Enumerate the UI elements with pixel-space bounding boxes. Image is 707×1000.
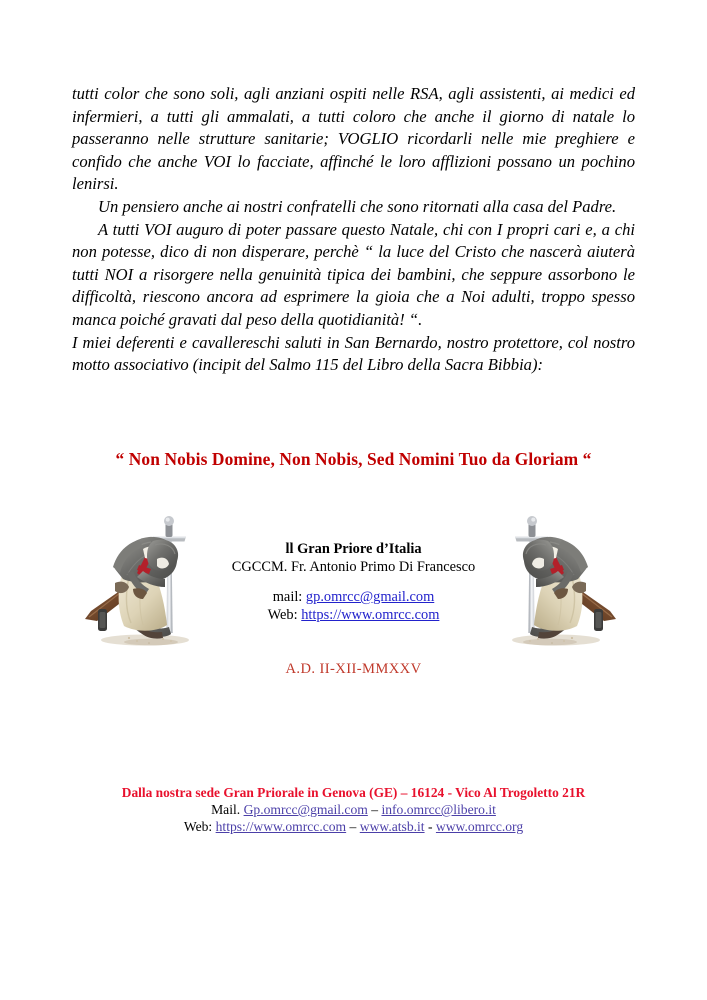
- signature-spacer: [0, 576, 707, 589]
- document-body: [72, 83, 635, 377]
- email-link[interactable]: gp.omrcc@gmail.com: [305, 589, 435, 605]
- footer-mail-separator: –: [371, 802, 379, 817]
- paragraph-1: tutti color che sono soli, agli anziani ospiti nelle RSA, agli assistenti, ai medici ed infermieri, a tutti gli ammalati, a tutti coloro che anche il giorno di natale lo passeranno nelle strutture sanitarie; VOGLIO ricordarli nelle mie preghiere e confido che anche VOI lo facciate, affinché le loro afflizioni possano un pochino lenirsi.: [72, 84, 635, 194]
- paragraph-3: A tutti VOI auguro di poter passare questo Natale, chi con I propri cari e, a chi non potesse, dico di non disperare, perchè “ la luce del Cristo che nascerà aiuterà tutti NOI a risorgere nella genuinità tipica dei bambini, che seppure assorbono le difficoltà, riescono ancora ad esprimere la gioia che a Noi adulti, troppo spesso manca poiché gravati dal peso della quotidianità! “.: [72, 219, 635, 329]
- footer-web-separator-2: -: [427, 819, 433, 834]
- date-line: A.D. II-XII-MMXXV: [285, 661, 422, 677]
- paragraph-4: I miei deferenti e cavallereschi saluti in San Bernardo, nostro protettore, col nostro motto associativo (incipit del Salmo 115 del Libro della Sacra Bibbia):: [72, 332, 635, 375]
- signature-block: [0, 541, 707, 624]
- footer-email-secondary-link[interactable]: info.omrcc@libero.it: [381, 802, 496, 817]
- web-label: Web:: [267, 606, 298, 623]
- signature-title: ll Gran Priore d’Italia: [285, 541, 422, 557]
- page-footer: [0, 784, 707, 835]
- footer-email-primary-link[interactable]: Gp.omrcc@gmail.com: [243, 802, 368, 817]
- footer-web-label: Web:: [183, 819, 213, 834]
- signature-name: CGCCM. Fr. Antonio Primo Di Francesco: [231, 558, 476, 575]
- signature-mail-line: [0, 589, 707, 607]
- footer-mail-line: [0, 801, 707, 818]
- footer-web-primary-link[interactable]: https://www.omrcc.com: [215, 819, 347, 834]
- mail-label: mail:: [272, 589, 303, 605]
- footer-web-separator-1: –: [349, 819, 357, 834]
- paragraph-2: Un pensiero anche ai nostri confratelli che sono ritornati alla casa del Padre.: [98, 196, 617, 216]
- footer-address: Dalla nostra sede Gran Priorale in Genova (GE) – 16124 - Vico Al Trogoletto 21R: [121, 785, 586, 800]
- signature-web-line: [0, 607, 707, 625]
- footer-web-tertiary-link[interactable]: www.omrcc.org: [435, 819, 524, 834]
- motto-line: “ Non Nobis Domine, Non Nobis, Sed Nomini Tuo da Gloriam “: [115, 449, 592, 469]
- footer-web-secondary-link[interactable]: www.atsb.it: [359, 819, 425, 834]
- footer-web-line: [0, 818, 707, 835]
- footer-mail-label: Mail.: [211, 802, 241, 817]
- website-link[interactable]: https://www.omrcc.com: [301, 606, 440, 623]
